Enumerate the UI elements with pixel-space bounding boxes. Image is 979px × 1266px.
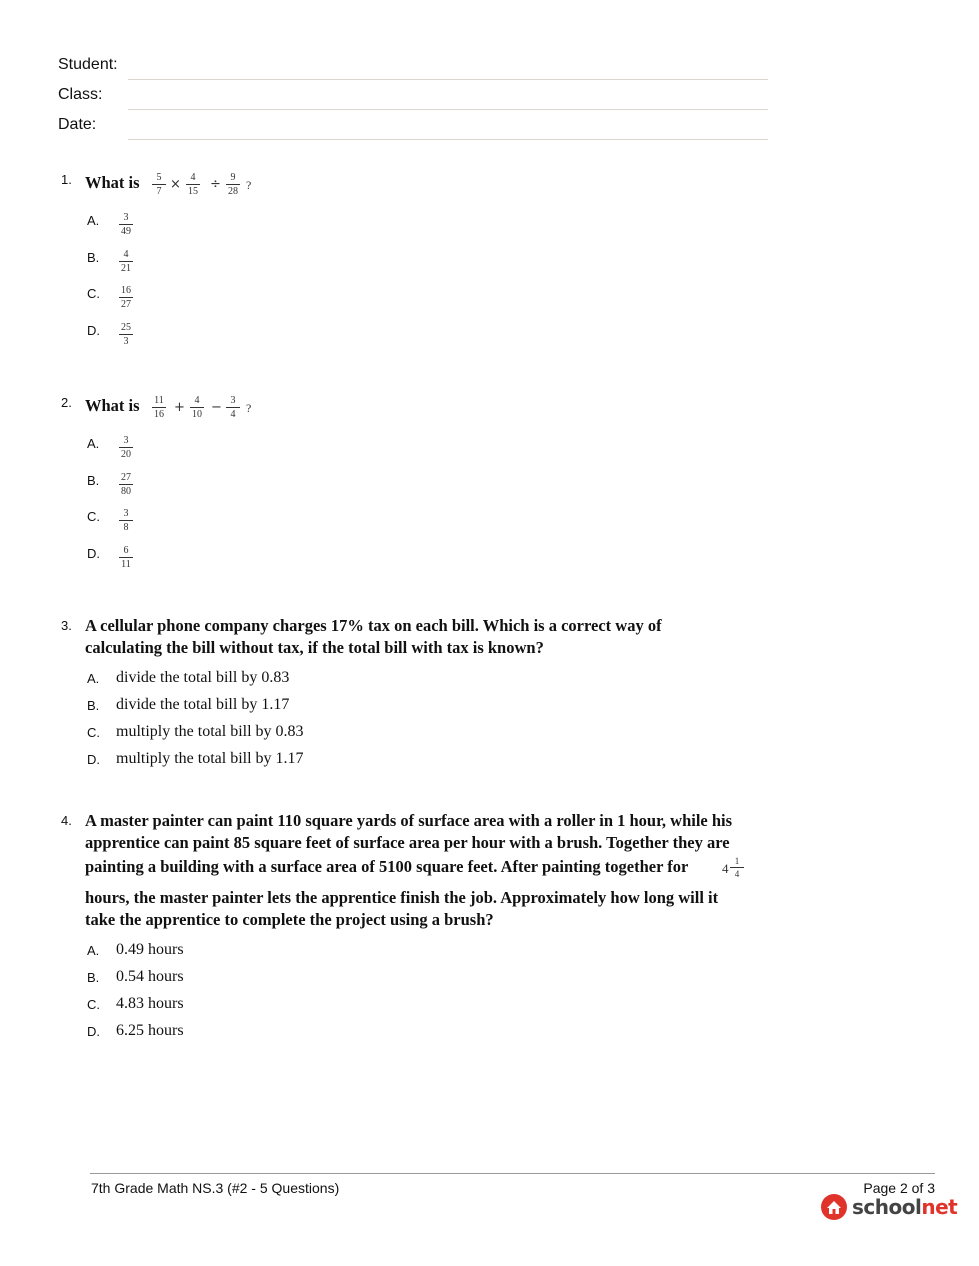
fraction: $\frac{4}{10}$ [192, 395, 202, 420]
option-label[interactable]: C. [87, 509, 100, 524]
question-stem-line: take the apprentice to complete the project using a brush? [85, 910, 494, 929]
question-number: 2. [61, 395, 72, 410]
date-label: Date: [58, 116, 97, 133]
option-a-fraction[interactable]: $\frac{3}{20}$ [121, 435, 131, 460]
option-label[interactable]: B. [87, 698, 100, 713]
option-label[interactable]: C. [87, 997, 100, 1012]
option-label[interactable]: A. [87, 436, 100, 451]
option-label[interactable]: D. [87, 752, 100, 767]
option-label[interactable]: A. [87, 943, 100, 958]
student-label: Student: [58, 56, 118, 73]
student-line [128, 79, 768, 80]
house-icon [820, 1193, 848, 1221]
mixed-number-whole: 4 [722, 861, 729, 876]
multiply-sign: × [170, 177, 181, 192]
option-c-fraction[interactable]: $\frac{16}{27}$ [121, 285, 131, 310]
option-label[interactable]: C. [87, 725, 100, 740]
footer-divider [90, 1173, 935, 1174]
option-c-text[interactable]: multiply the total bill by 0.83 [116, 723, 304, 740]
page-indicator: Page 2 of 3 [863, 1180, 935, 1196]
question-stem-line: hours, the master painter lets the apprentice finish the job. Approximately how long will it [85, 888, 719, 907]
option-c-text[interactable]: 4.83 hours [116, 995, 184, 1012]
fraction: $\frac{4}{15}$ [188, 172, 198, 197]
question-stem-line: apprentice can paint 85 square feet of surface area per hour with a brush. Together they are [85, 833, 730, 852]
option-label[interactable]: D. [87, 323, 100, 338]
logo-word-net: net [921, 1195, 958, 1219]
option-d-fraction[interactable]: $\frac{25}{3}$ [121, 322, 131, 347]
option-label[interactable]: A. [87, 671, 100, 686]
fraction: $\frac{3}{4}$ [226, 395, 240, 420]
option-a-text[interactable]: 0.49 hours [116, 941, 184, 958]
option-d-text[interactable]: multiply the total bill by 1.17 [116, 750, 304, 767]
option-a-fraction[interactable]: $\frac{3}{49}$ [121, 212, 131, 237]
option-label[interactable]: A. [87, 213, 100, 228]
mixed-number-fraction: $\frac{1}{4}$ [730, 856, 744, 879]
fraction: $\frac{11}{16}$ [154, 395, 164, 420]
fraction: $\frac{9}{28}$ [228, 172, 238, 197]
minus-sign: − [211, 400, 222, 415]
option-label[interactable]: B. [87, 473, 100, 488]
fraction: $\frac{5}{7}$ [152, 172, 166, 197]
option-label[interactable]: D. [87, 546, 100, 561]
option-label[interactable]: B. [87, 970, 100, 985]
option-c-fraction[interactable]: $\frac{3}{8}$ [119, 508, 133, 533]
option-b-text[interactable]: divide the total bill by 1.17 [116, 696, 290, 713]
question-stem: What is [85, 173, 140, 192]
logo-wordmark [852, 1195, 957, 1219]
question-number: 3. [61, 618, 72, 633]
option-label[interactable]: B. [87, 250, 100, 265]
schoolnet-logo [820, 1193, 957, 1221]
logo-word-school: school [852, 1195, 922, 1219]
option-d-fraction[interactable]: $\frac{6}{11}$ [119, 545, 133, 570]
question-stem-line: A master painter can paint 110 square yards of surface area with a roller in 1 hour, while his [85, 811, 733, 830]
option-a-text[interactable]: divide the total bill by 0.83 [116, 669, 290, 686]
question-mark: ? [246, 401, 252, 415]
date-line [128, 139, 768, 140]
divide-sign: ÷ [210, 177, 221, 192]
option-b-fraction[interactable]: $\frac{27}{80}$ [121, 472, 131, 497]
option-label[interactable]: D. [87, 1024, 100, 1039]
footer-title: 7th Grade Math NS.3 (#2 - 5 Questions) [91, 1180, 340, 1196]
class-line [128, 109, 768, 110]
question-stem: What is [85, 396, 140, 415]
question-stem-line: calculating the bill without tax, if the total bill with tax is known? [85, 638, 544, 657]
question-number: 4. [61, 813, 72, 828]
plus-sign: + [174, 400, 185, 415]
question-stem-line: painting a building with a surface area of 5100 square feet. After painting together for [85, 857, 689, 876]
option-label[interactable]: C. [87, 286, 100, 301]
option-b-fraction[interactable]: $\frac{4}{21}$ [121, 249, 131, 274]
question-mark: ? [246, 178, 252, 192]
question-number: 1. [61, 172, 72, 187]
class-label: Class: [58, 86, 103, 103]
option-b-text[interactable]: 0.54 hours [116, 968, 184, 985]
question-stem-line: A cellular phone company charges 17% tax on each bill. Which is a correct way of [85, 616, 662, 635]
option-d-text[interactable]: 6.25 hours [116, 1022, 184, 1039]
